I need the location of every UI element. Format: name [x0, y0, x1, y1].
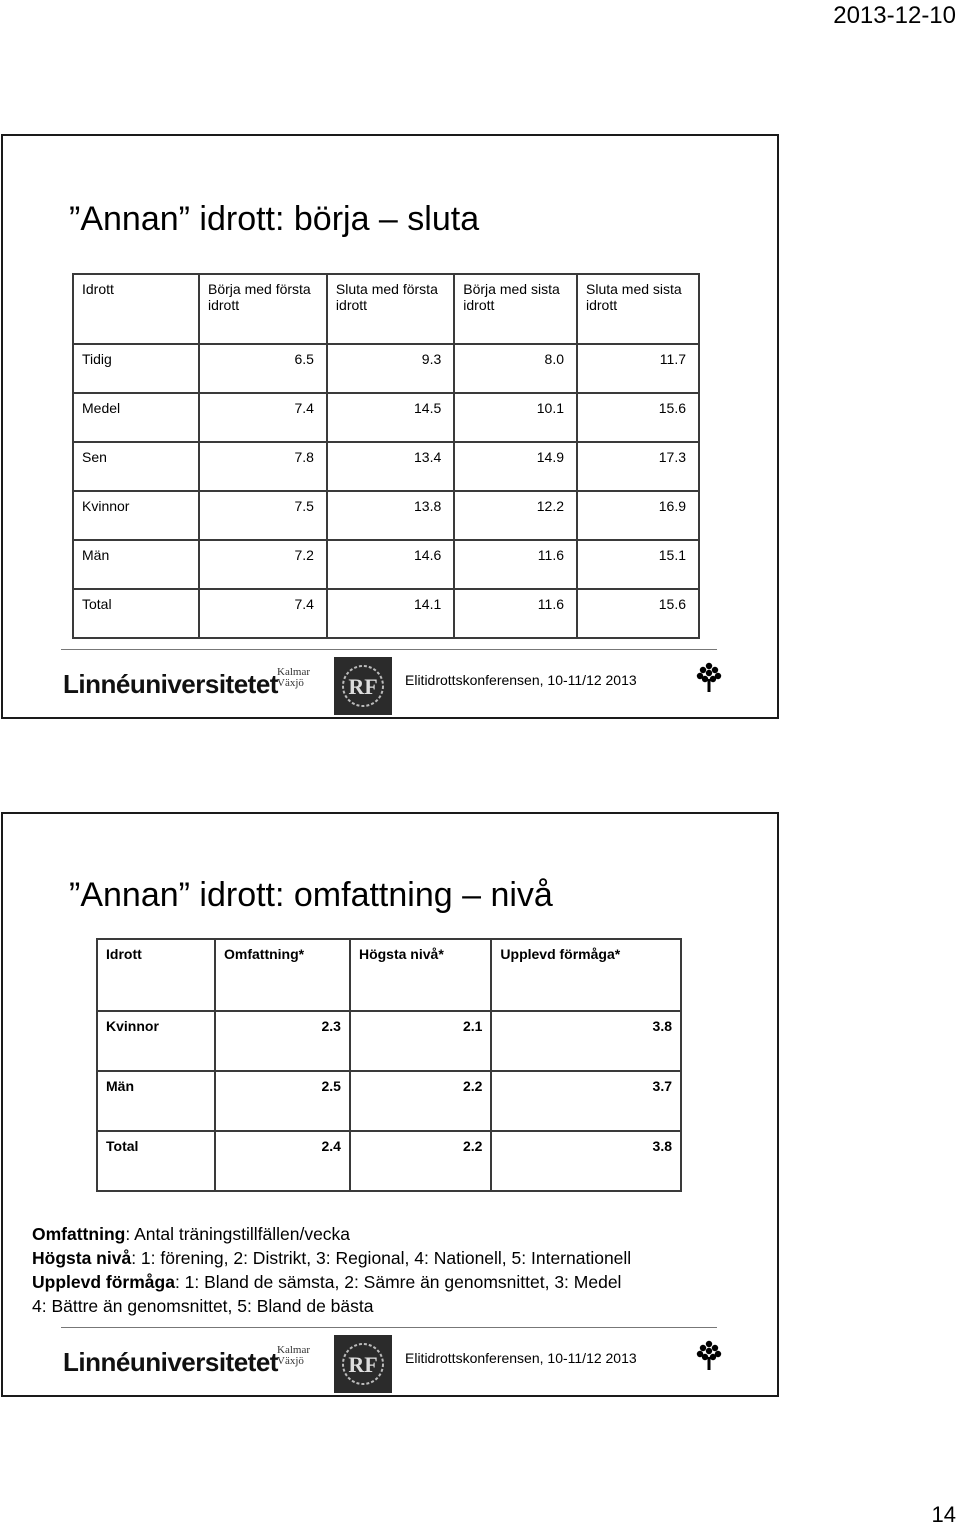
- legend-line: [32, 1222, 631, 1246]
- table-cell: 15.6: [577, 589, 699, 638]
- row-label: Sen: [73, 442, 199, 491]
- legend-term: Högsta nivå: [32, 1248, 132, 1268]
- table-cell: 2.5: [215, 1071, 350, 1131]
- row-label: Total: [97, 1131, 215, 1191]
- table-header-cell: Börja med första idrott: [199, 274, 327, 344]
- table-row: [73, 344, 699, 393]
- table-cell: 2.2: [350, 1131, 491, 1191]
- slide-2: [1, 812, 779, 1397]
- legend-text: : Antal träningstillfällen/vecka: [125, 1224, 351, 1244]
- slide-title: ”Annan” idrott: börja – sluta: [69, 200, 480, 238]
- legend-text: : 1: Bland de sämsta, 2: Sämre än genomsnittet, 3: Medel: [174, 1272, 622, 1292]
- table-row: [97, 1071, 681, 1131]
- table-row: [73, 442, 699, 491]
- table-cell: 2.4: [215, 1131, 350, 1191]
- table-cell: 14.5: [327, 393, 454, 442]
- table-header-cell: Omfattning*: [215, 939, 350, 1011]
- university-name: Linnéuniversitetet: [63, 1347, 278, 1377]
- table-cell: 3.8: [491, 1131, 681, 1191]
- table-header-cell: Högsta nivå*: [350, 939, 491, 1011]
- slide-1: [1, 134, 779, 719]
- table-cell: 15.1: [577, 540, 699, 589]
- table-cell: 10.1: [454, 393, 577, 442]
- table-cell: 8.0: [454, 344, 577, 393]
- sport-scope-level-table: [96, 938, 682, 1192]
- legend: [32, 1222, 631, 1318]
- table-cell: 9.3: [327, 344, 454, 393]
- footer-divider: [61, 1327, 717, 1328]
- page-number: 14: [931, 1502, 956, 1527]
- table-row: [73, 393, 699, 442]
- table-header-cell: Sluta med första idrott: [327, 274, 454, 344]
- table-cell: 14.6: [327, 540, 454, 589]
- legend-term: Omfattning: [32, 1224, 126, 1244]
- university-campuses: Kalmar Växjö: [277, 1344, 310, 1367]
- university-name: Linnéuniversitetet: [63, 669, 278, 699]
- row-label: Tidig: [73, 344, 199, 393]
- conference-label: Elitidrottskonferensen, 10-11/12 2013: [405, 672, 637, 688]
- table-cell: 16.9: [577, 491, 699, 540]
- table-cell: 17.3: [577, 442, 699, 491]
- table-cell: 15.6: [577, 393, 699, 442]
- table-row: [73, 491, 699, 540]
- legend-term: Upplevd förmåga: [32, 1272, 175, 1292]
- row-label: Män: [73, 540, 199, 589]
- tree-icon: [695, 1339, 723, 1371]
- table-cell: 2.3: [215, 1011, 350, 1071]
- table-row: [97, 1011, 681, 1071]
- footer-divider: [61, 649, 717, 650]
- legend-line: 4: Bättre än genomsnittet, 5: Bland de bästa: [32, 1296, 374, 1316]
- table-cell: 3.7: [491, 1071, 681, 1131]
- table-header-cell: Idrott: [97, 939, 215, 1011]
- tree-icon: [695, 661, 723, 693]
- table-cell: 7.8: [199, 442, 327, 491]
- table-cell: 7.4: [199, 393, 327, 442]
- row-label: Medel: [73, 393, 199, 442]
- rf-logo-text: RF: [348, 1352, 378, 1377]
- table-row: [73, 540, 699, 589]
- linnaeus-university-logo: [63, 1344, 310, 1378]
- table-cell: 3.8: [491, 1011, 681, 1071]
- table-cell: 2.1: [350, 1011, 491, 1071]
- table-cell: 7.2: [199, 540, 327, 589]
- table-cell: 12.2: [454, 491, 577, 540]
- slide-footer: [61, 1317, 717, 1391]
- slide-footer: [61, 639, 717, 713]
- row-label: Kvinnor: [73, 491, 199, 540]
- row-label: Total: [73, 589, 199, 638]
- page-date: 2013-12-10: [833, 2, 956, 29]
- conference-label: Elitidrottskonferensen, 10-11/12 2013: [405, 1350, 637, 1366]
- table-cell: 13.8: [327, 491, 454, 540]
- table-header-row: [97, 939, 681, 1011]
- sport-start-stop-table: [72, 273, 700, 639]
- table-cell: 14.9: [454, 442, 577, 491]
- slide-title: ”Annan” idrott: omfattning – nivå: [69, 876, 553, 914]
- rf-logo: [334, 1335, 392, 1393]
- table-header-cell: Upplevd förmåga*: [491, 939, 681, 1011]
- table-cell: 2.2: [350, 1071, 491, 1131]
- legend-text: : 1: förening, 2: Distrikt, 3: Regional, 4: Nationell, 5: Internationell: [131, 1248, 632, 1268]
- legend-line: [32, 1246, 631, 1270]
- table-cell: 11.6: [454, 540, 577, 589]
- table-cell: 11.7: [577, 344, 699, 393]
- table-cell: 7.5: [199, 491, 327, 540]
- legend-line: [32, 1270, 631, 1294]
- table-header-row: [73, 274, 699, 344]
- row-label: Kvinnor: [97, 1011, 215, 1071]
- table-header-cell: Sluta med sista idrott: [577, 274, 699, 344]
- university-campuses: Kalmar Växjö: [277, 666, 310, 689]
- rf-logo: [334, 657, 392, 715]
- table-cell: 11.6: [454, 589, 577, 638]
- table-cell: 7.4: [199, 589, 327, 638]
- table-cell: 6.5: [199, 344, 327, 393]
- table-cell: 13.4: [327, 442, 454, 491]
- row-label: Män: [97, 1071, 215, 1131]
- linnaeus-university-logo: [63, 666, 310, 700]
- table-header-cell: Börja med sista idrott: [454, 274, 577, 344]
- table-row: [97, 1131, 681, 1191]
- table-row: [73, 589, 699, 638]
- table-header-cell: Idrott: [73, 274, 199, 344]
- table-cell: 14.1: [327, 589, 454, 638]
- rf-logo-text: RF: [348, 674, 378, 699]
